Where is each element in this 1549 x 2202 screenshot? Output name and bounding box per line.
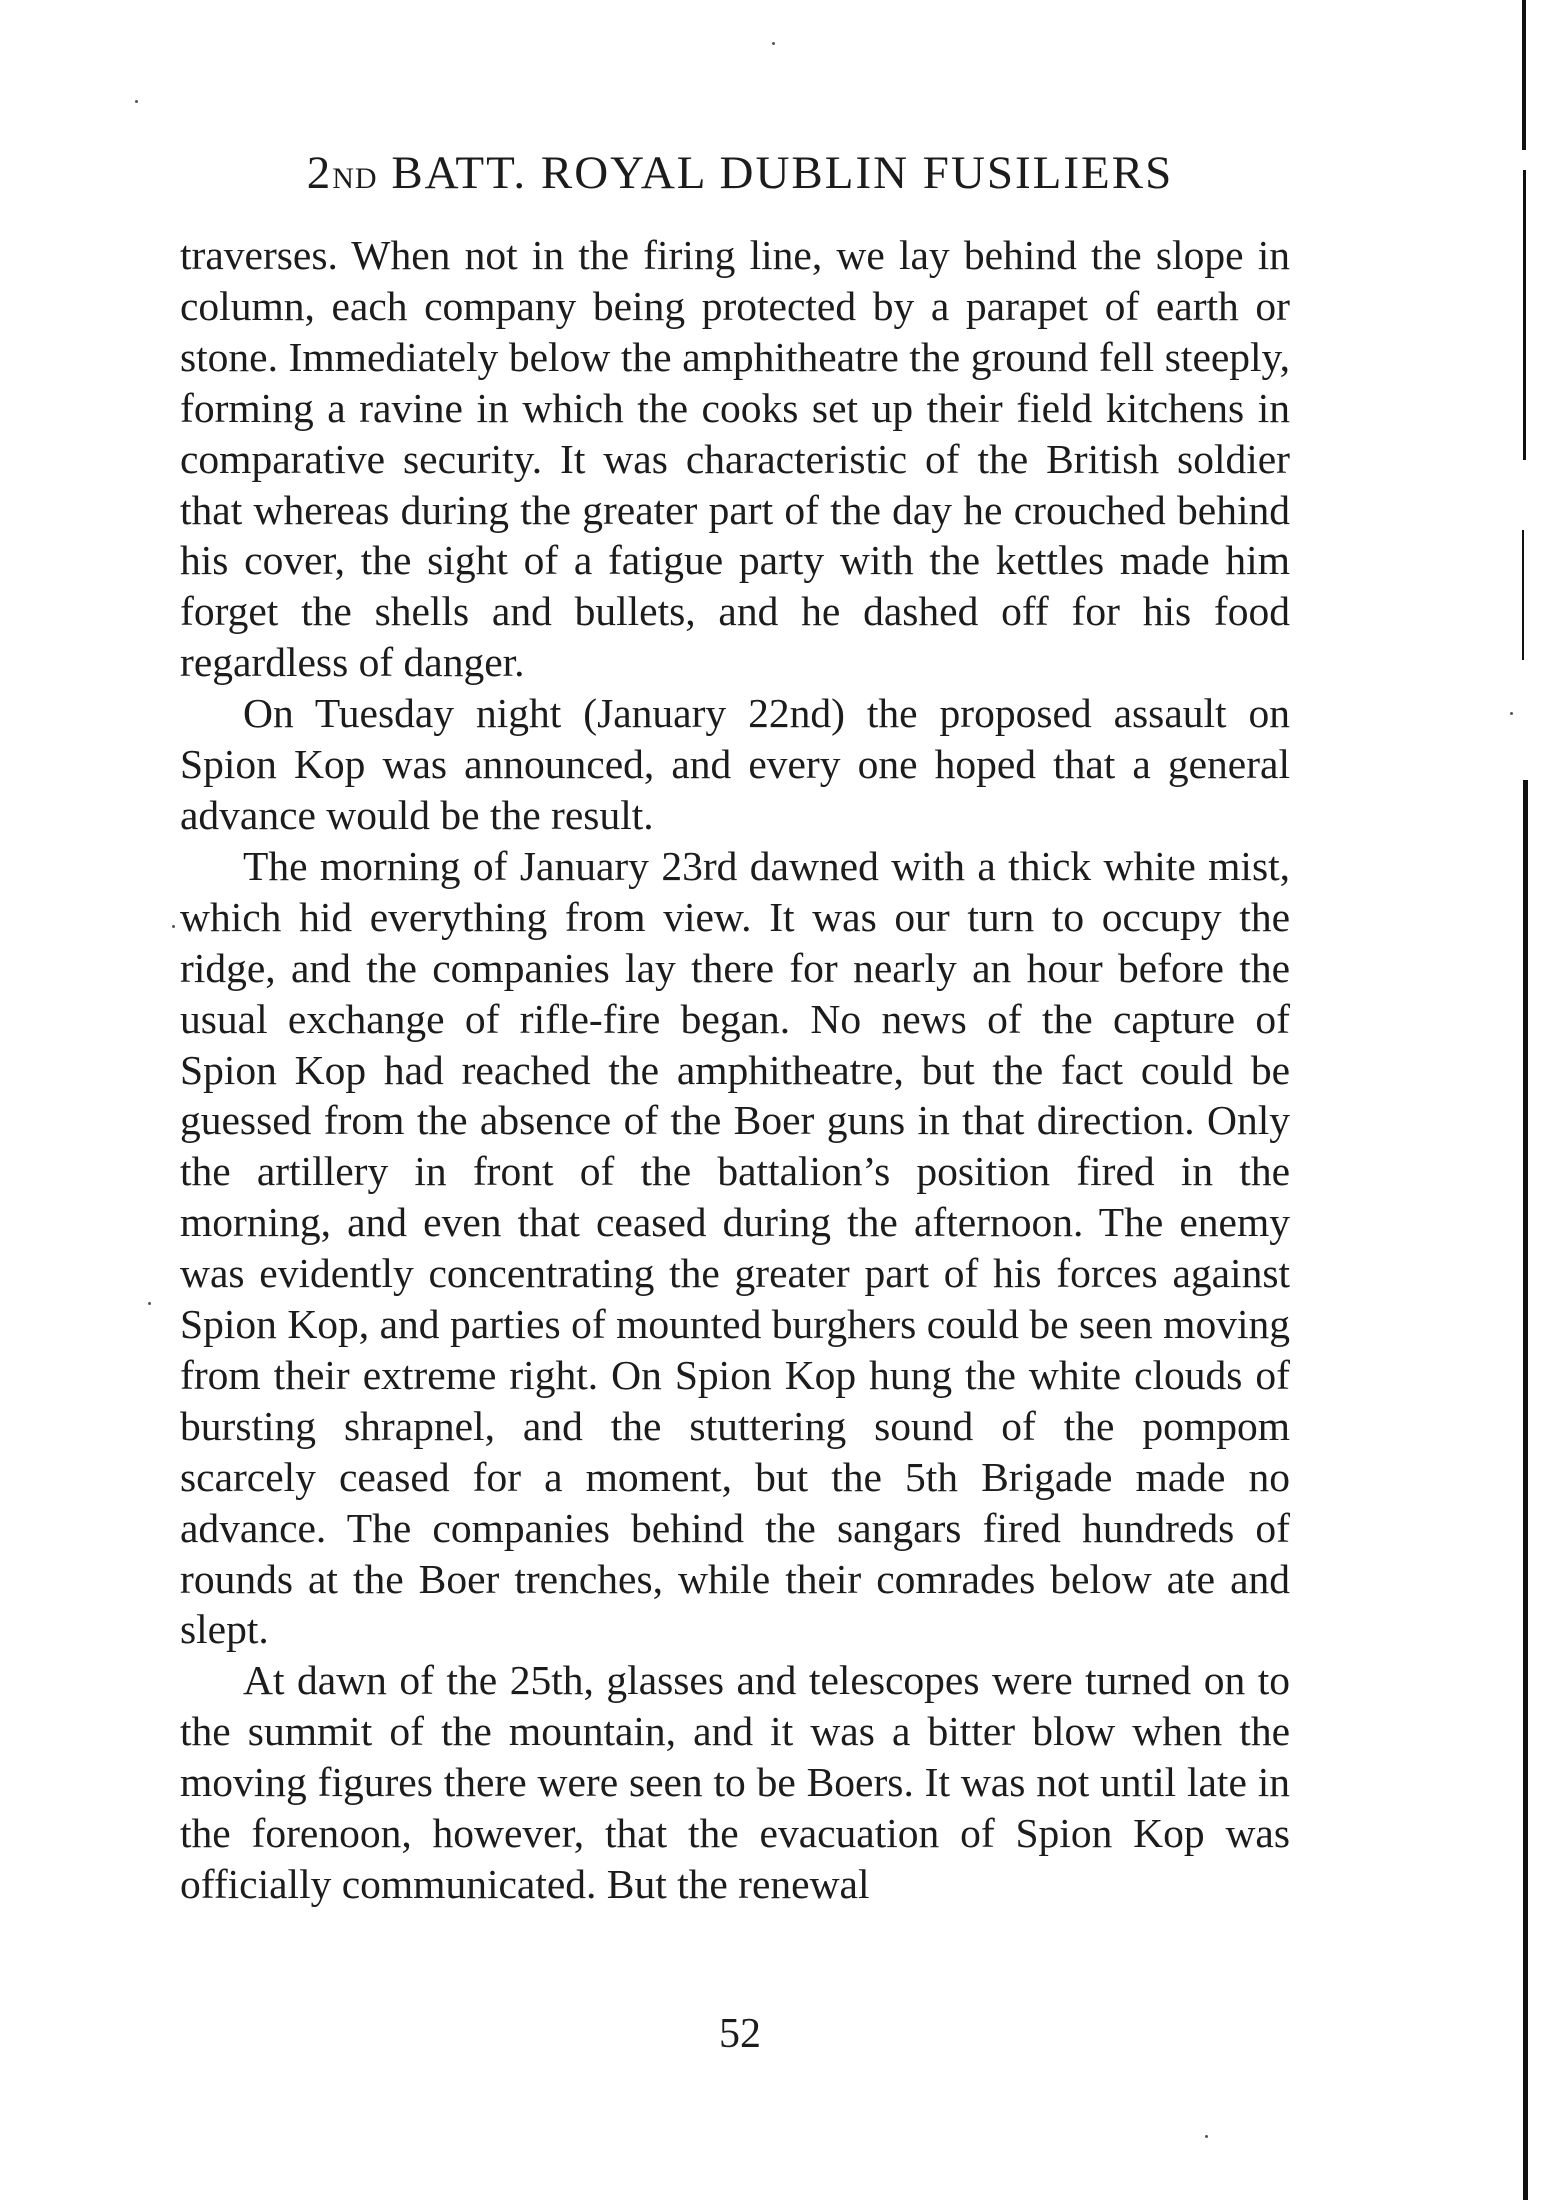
binding-edge-line bbox=[1522, 0, 1526, 150]
running-head-title: BATT. ROYAL DUBLIN FUSILIERS bbox=[391, 147, 1174, 199]
paper-speck bbox=[148, 1302, 151, 1305]
paper-speck bbox=[172, 925, 175, 928]
binding-edge-line bbox=[1523, 170, 1526, 460]
page-number: 52 bbox=[719, 2011, 761, 2057]
running-head-ordinal-suffix: ND bbox=[332, 162, 378, 195]
paragraph-1: traverses. When not in the firing line, we lay behind the slope in column, each company being protected by a parapet of earth or stone. Immediately below the amphitheatre the ground fell steeply, forming a ravine in which the cooks set up their field kitchens in comparative security. It was characteristic of the British soldier that whereas during the greater part of the day he crouched behind his cover, the sight of a fatigue party with the kettles made him forget the shells and bullets, and he dashed off for his food regardless of danger. bbox=[180, 232, 1290, 686]
body-text bbox=[180, 230, 1290, 1910]
paragraph-3: The morning of January 23rd dawned with a thick white mist, which hid everything from view. It was our turn to occupy the ridge, and the companies lay there for nearly an hour before the usual exchange of rifle-fire began. No news of the capture of Spion Kop had reached the amphitheatre, but the fact could be guessed from the absence of the Boer guns in that direction. Only the artillery in front of the battalion’s position fired in the morning, and even that ceased during the afternoon. The enemy was evidently concentrating the greater part of his forces against Spion Kop, and parties of mounted burghers could be seen moving from their extreme right. On Spion Kop hung the white clouds of bursting shrapnel, and the stuttering sound of the pompom scarcely ceased for a moment, but the 5th Brigade made no advance. The companies behind the sangars fired hundreds of rounds at the Boer trenches, while their comrades below ate and slept. bbox=[180, 842, 1290, 1653]
binding-edge-line bbox=[1523, 780, 1528, 2200]
paper-speck bbox=[772, 42, 775, 45]
paragraph-4: At dawn of the 25th, glasses and telescopes were turned on to the summit of the mountain, and it was a bitter blow when the moving figures there were seen to be Boers. It was not until late in the forenoon, however, that the evacuation of Spion Kop was officially communicated. But the renewal bbox=[180, 1657, 1290, 1907]
running-head-ordinal-number: 2 bbox=[306, 147, 333, 199]
paper-speck bbox=[135, 100, 138, 103]
paragraph-2: On Tuesday night (January 22nd) the proposed assault on Spion Kop was announced, and every one hoped that a general advance would be the result. bbox=[180, 690, 1290, 838]
running-head bbox=[170, 147, 1310, 199]
paper-speck bbox=[1510, 712, 1513, 715]
binding-edge-line bbox=[1522, 530, 1524, 660]
paper-speck bbox=[1205, 2135, 1208, 2138]
